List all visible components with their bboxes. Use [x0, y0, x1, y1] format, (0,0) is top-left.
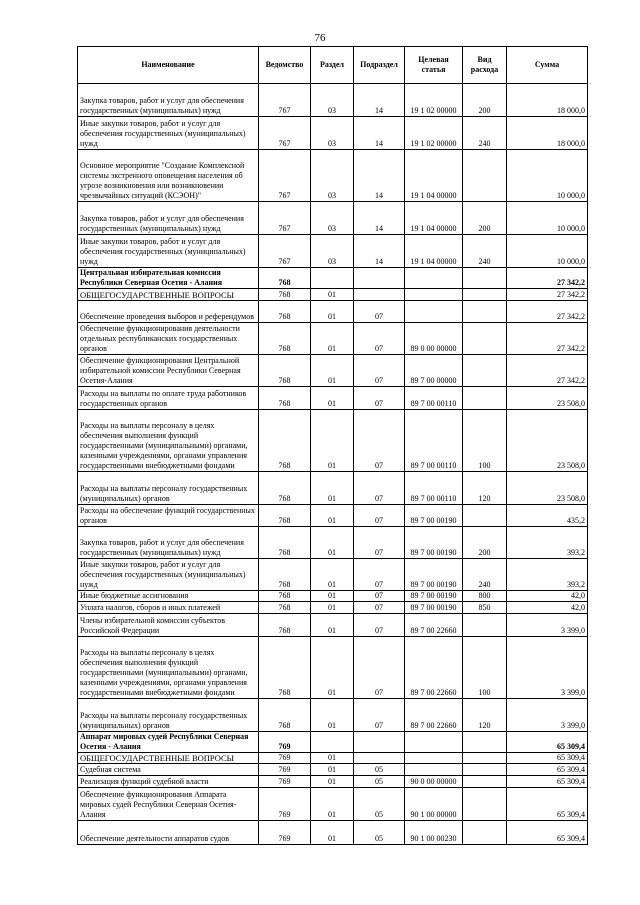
cell-name: Иные закупки товаров, работ и услуг для обеспечения государственных (муниципальных) нужд [78, 559, 259, 591]
cell-target-article: 90 0 00 00000 [405, 776, 463, 788]
cell-sum: 65 309,4 [507, 788, 588, 821]
cell-section: 01 [311, 289, 354, 301]
cell-sum: 23 508,0 [507, 472, 588, 505]
cell-expense-kind: 240 [463, 559, 507, 591]
cell-department: 769 [259, 821, 311, 845]
table-row [78, 84, 588, 117]
cell-sum: 23 508,0 [507, 410, 588, 472]
cell-section: 01 [311, 614, 354, 637]
cell-department: 768 [259, 301, 311, 323]
cell-subsection: 14 [354, 117, 405, 150]
cell-target-article: 89 7 00 22660 [405, 614, 463, 637]
cell-department: 768 [259, 527, 311, 559]
cell-subsection: 07 [354, 410, 405, 472]
cell-sum: 42,0 [507, 591, 588, 602]
cell-section: 03 [311, 202, 354, 235]
cell-department: 767 [259, 84, 311, 117]
cell-target-article: 19 1 02 00000 [405, 84, 463, 117]
cell-subsection: 07 [354, 355, 405, 387]
cell-name: Расходы на обеспечение функций государственных органов [78, 505, 259, 527]
cell-section: 01 [311, 602, 354, 614]
cell-target-article [405, 268, 463, 289]
cell-department: 768 [259, 289, 311, 301]
table-header-row [78, 47, 588, 84]
cell-name: ОБЩЕГОСУДАРСТВЕННЫЕ ВОПРОСЫ [78, 753, 259, 764]
header-sum: Сумма [507, 47, 588, 84]
cell-section: 01 [311, 591, 354, 602]
cell-sum: 27 342,2 [507, 301, 588, 323]
cell-name: Обеспечение функционирования Аппарата мировых судей Республики Северная Осетия-Алания [78, 788, 259, 821]
cell-section: 01 [311, 472, 354, 505]
cell-section: 01 [311, 788, 354, 821]
cell-target-article: 89 7 00 00110 [405, 472, 463, 505]
cell-sum: 3 399,0 [507, 637, 588, 699]
cell-expense-kind [463, 753, 507, 764]
cell-sum: 10 000,0 [507, 202, 588, 235]
table-row [78, 776, 588, 788]
cell-section: 01 [311, 301, 354, 323]
cell-subsection: 07 [354, 505, 405, 527]
cell-subsection: 14 [354, 150, 405, 202]
cell-department: 768 [259, 602, 311, 614]
cell-section: 01 [311, 559, 354, 591]
cell-expense-kind [463, 821, 507, 845]
table-row [78, 505, 588, 527]
cell-sum: 27 342,2 [507, 289, 588, 301]
cell-subsection: 05 [354, 776, 405, 788]
cell-sum: 435,2 [507, 505, 588, 527]
cell-department: 768 [259, 699, 311, 732]
cell-section: 01 [311, 505, 354, 527]
table-row [78, 289, 588, 301]
cell-subsection: 07 [354, 527, 405, 559]
cell-section: 03 [311, 235, 354, 268]
budget-table [77, 46, 588, 845]
cell-department: 768 [259, 505, 311, 527]
table-row [78, 387, 588, 410]
table-row [78, 753, 588, 764]
cell-expense-kind: 200 [463, 84, 507, 117]
cell-department: 768 [259, 472, 311, 505]
cell-sum: 65 309,4 [507, 732, 588, 753]
cell-department: 768 [259, 559, 311, 591]
cell-expense-kind [463, 732, 507, 753]
cell-name: Иные закупки товаров, работ и услуг для обеспечения государственных (муниципальных) нужд [78, 235, 259, 268]
cell-department: 769 [259, 788, 311, 821]
cell-target-article: 19 1 02 00000 [405, 117, 463, 150]
cell-expense-kind: 240 [463, 235, 507, 268]
cell-subsection: 07 [354, 699, 405, 732]
cell-section: 01 [311, 355, 354, 387]
cell-section: 03 [311, 84, 354, 117]
cell-target-article: 89 0 00 00000 [405, 323, 463, 355]
cell-target-article [405, 732, 463, 753]
cell-department: 769 [259, 753, 311, 764]
cell-section [311, 732, 354, 753]
cell-department: 768 [259, 387, 311, 410]
table-row [78, 788, 588, 821]
cell-sum: 393,2 [507, 527, 588, 559]
cell-expense-kind: 120 [463, 472, 507, 505]
cell-expense-kind [463, 505, 507, 527]
cell-expense-kind [463, 788, 507, 821]
cell-target-article [405, 289, 463, 301]
cell-section: 01 [311, 699, 354, 732]
table-row [78, 355, 588, 387]
table-row [78, 235, 588, 268]
header-target-article: Целевая статья [405, 47, 463, 84]
cell-expense-kind [463, 387, 507, 410]
cell-sum: 42,0 [507, 602, 588, 614]
cell-expense-kind [463, 301, 507, 323]
cell-section: 01 [311, 776, 354, 788]
cell-subsection: 05 [354, 821, 405, 845]
cell-target-article: 90 1 00 00000 [405, 788, 463, 821]
table-row [78, 821, 588, 845]
cell-target-article: 89 7 00 00190 [405, 591, 463, 602]
table-row [78, 591, 588, 602]
cell-sum: 27 342,2 [507, 355, 588, 387]
cell-name: Закупка товаров, работ и услуг для обеспечения государственных (муниципальных) нужд [78, 527, 259, 559]
cell-subsection: 05 [354, 788, 405, 821]
cell-name: Реализация функций судебной власти [78, 776, 259, 788]
cell-name: Центральная избирательная комиссия Республики Северная Осетия - Алания [78, 268, 259, 289]
cell-sum: 23 508,0 [507, 387, 588, 410]
cell-section [311, 268, 354, 289]
cell-target-article: 19 1 04 00000 [405, 202, 463, 235]
cell-name: Расходы на выплаты персоналу в целях обеспечения выполнения функций государственными (муниципальными) органами, казенными учреждениями, органами управления государственными внебюджетными фондами [78, 410, 259, 472]
cell-target-article: 89 7 00 00190 [405, 505, 463, 527]
table-row [78, 527, 588, 559]
cell-sum: 3 399,0 [507, 614, 588, 637]
cell-expense-kind: 100 [463, 410, 507, 472]
cell-subsection: 07 [354, 323, 405, 355]
cell-section: 03 [311, 117, 354, 150]
cell-sum: 65 309,4 [507, 776, 588, 788]
cell-sum: 27 342,2 [507, 323, 588, 355]
cell-name: Уплата налогов, сборов и иных платежей [78, 602, 259, 614]
cell-target-article: 89 7 00 00190 [405, 559, 463, 591]
cell-name: Обеспечение проведения выборов и референдумов [78, 301, 259, 323]
cell-subsection: 07 [354, 637, 405, 699]
cell-subsection: 07 [354, 472, 405, 505]
cell-section: 01 [311, 821, 354, 845]
table-row [78, 410, 588, 472]
table-row [78, 764, 588, 776]
cell-name: Расходы на выплаты персоналу в целях обеспечения выполнения функций государственными (муниципальными) органами, казенными учреждениями, органами управления государственными внебюджетными фондами [78, 637, 259, 699]
cell-expense-kind: 800 [463, 591, 507, 602]
cell-section: 01 [311, 323, 354, 355]
cell-name: Основное мероприятие "Создание Комплексной системы экстренного оповещения населения об угрозе возникновения или возникновении чрезвычайных ситуаций (КСЭОН)" [78, 150, 259, 202]
cell-name: ОБЩЕГОСУДАРСТВЕННЫЕ ВОПРОСЫ [78, 289, 259, 301]
cell-sum: 393,2 [507, 559, 588, 591]
cell-target-article [405, 301, 463, 323]
cell-section: 01 [311, 527, 354, 559]
cell-sum: 10 000,0 [507, 235, 588, 268]
table-row [78, 202, 588, 235]
cell-sum: 27 342,2 [507, 268, 588, 289]
table-row [78, 117, 588, 150]
cell-expense-kind: 200 [463, 527, 507, 559]
header-expense-kind: Вид расхода [463, 47, 507, 84]
cell-sum: 65 309,4 [507, 764, 588, 776]
cell-subsection: 05 [354, 764, 405, 776]
cell-target-article [405, 753, 463, 764]
table-row [78, 323, 588, 355]
cell-name: Расходы на выплаты персоналу государственных (муниципальных) органов [78, 472, 259, 505]
cell-sum: 18 000,0 [507, 117, 588, 150]
cell-expense-kind: 120 [463, 699, 507, 732]
cell-subsection: 07 [354, 602, 405, 614]
table-row [78, 472, 588, 505]
cell-sum: 18 000,0 [507, 84, 588, 117]
cell-subsection: 07 [354, 559, 405, 591]
cell-name: Обеспечение деятельности аппаратов судов [78, 821, 259, 845]
cell-name: Иные закупки товаров, работ и услуг для обеспечения государственных (муниципальных) нужд [78, 117, 259, 150]
cell-department: 768 [259, 637, 311, 699]
cell-department: 769 [259, 764, 311, 776]
cell-department: 768 [259, 355, 311, 387]
cell-target-article: 90 1 00 00230 [405, 821, 463, 845]
cell-target-article: 19 1 04 00000 [405, 150, 463, 202]
cell-expense-kind: 850 [463, 602, 507, 614]
cell-name: Иные бюджетные ассигнования [78, 591, 259, 602]
cell-sum: 65 309,4 [507, 753, 588, 764]
cell-department: 768 [259, 268, 311, 289]
cell-target-article: 19 1 04 00000 [405, 235, 463, 268]
cell-department: 769 [259, 732, 311, 753]
cell-target-article: 89 7 00 00190 [405, 527, 463, 559]
cell-subsection: 14 [354, 235, 405, 268]
cell-subsection: 14 [354, 202, 405, 235]
cell-target-article: 89 7 00 00110 [405, 387, 463, 410]
cell-expense-kind [463, 150, 507, 202]
cell-expense-kind [463, 764, 507, 776]
table-row [78, 602, 588, 614]
cell-expense-kind [463, 776, 507, 788]
cell-expense-kind [463, 614, 507, 637]
table-row [78, 614, 588, 637]
cell-department: 767 [259, 117, 311, 150]
cell-expense-kind [463, 289, 507, 301]
cell-department: 767 [259, 150, 311, 202]
cell-subsection: 07 [354, 591, 405, 602]
page-number: 76 [314, 32, 326, 44]
cell-subsection [354, 289, 405, 301]
cell-department: 769 [259, 776, 311, 788]
cell-target-article: 89 7 00 22660 [405, 637, 463, 699]
cell-subsection [354, 732, 405, 753]
cell-department: 768 [259, 591, 311, 602]
cell-name: Закупка товаров, работ и услуг для обеспечения государственных (муниципальных) нужд [78, 84, 259, 117]
cell-section: 01 [311, 753, 354, 764]
cell-target-article: 89 7 00 22660 [405, 699, 463, 732]
header-subsection: Подраздел [354, 47, 405, 84]
table-row [78, 699, 588, 732]
header-section: Раздел [311, 47, 354, 84]
cell-expense-kind [463, 268, 507, 289]
cell-department: 767 [259, 202, 311, 235]
cell-sum: 65 309,4 [507, 821, 588, 845]
cell-name: Судебная система [78, 764, 259, 776]
cell-name: Аппарат мировых судей Республики Северная Осетия - Алания [78, 732, 259, 753]
header-name: Наименование [78, 47, 259, 84]
cell-section: 01 [311, 410, 354, 472]
table-row [78, 301, 588, 323]
cell-expense-kind: 100 [463, 637, 507, 699]
cell-name: Обеспечение функционирования Центральной избирательной комиссии Республики Северная Осетия-Алания [78, 355, 259, 387]
cell-department: 768 [259, 323, 311, 355]
cell-subsection [354, 268, 405, 289]
cell-subsection [354, 753, 405, 764]
table-row [78, 732, 588, 753]
cell-section: 01 [311, 764, 354, 776]
cell-sum: 3 399,0 [507, 699, 588, 732]
table-row [78, 637, 588, 699]
cell-expense-kind: 240 [463, 117, 507, 150]
cell-expense-kind: 200 [463, 202, 507, 235]
cell-sum: 10 000,0 [507, 150, 588, 202]
cell-name: Расходы на выплаты по оплате труда работников государственных органов [78, 387, 259, 410]
cell-name: Расходы на выплаты персоналу государственных (муниципальных) органов [78, 699, 259, 732]
cell-name: Обеспечение функционирования деятельности отдельных республиканских государственных органов [78, 323, 259, 355]
cell-target-article: 89 7 00 00190 [405, 602, 463, 614]
header-department: Ведомство [259, 47, 311, 84]
cell-section: 01 [311, 387, 354, 410]
cell-expense-kind [463, 355, 507, 387]
table-row [78, 268, 588, 289]
cell-target-article: 89 7 00 00110 [405, 410, 463, 472]
cell-target-article [405, 764, 463, 776]
cell-subsection: 07 [354, 614, 405, 637]
cell-department: 768 [259, 410, 311, 472]
cell-name: Закупка товаров, работ и услуг для обеспечения государственных (муниципальных) нужд [78, 202, 259, 235]
cell-department: 767 [259, 235, 311, 268]
cell-expense-kind [463, 323, 507, 355]
cell-section: 03 [311, 150, 354, 202]
cell-subsection: 07 [354, 387, 405, 410]
table-row [78, 150, 588, 202]
cell-section: 01 [311, 637, 354, 699]
cell-target-article: 89 7 00 00000 [405, 355, 463, 387]
cell-department: 768 [259, 614, 311, 637]
table-row [78, 559, 588, 591]
cell-subsection: 07 [354, 301, 405, 323]
cell-subsection: 14 [354, 84, 405, 117]
cell-name: Члены избирательной комиссии субъектов Российской Федерации [78, 614, 259, 637]
